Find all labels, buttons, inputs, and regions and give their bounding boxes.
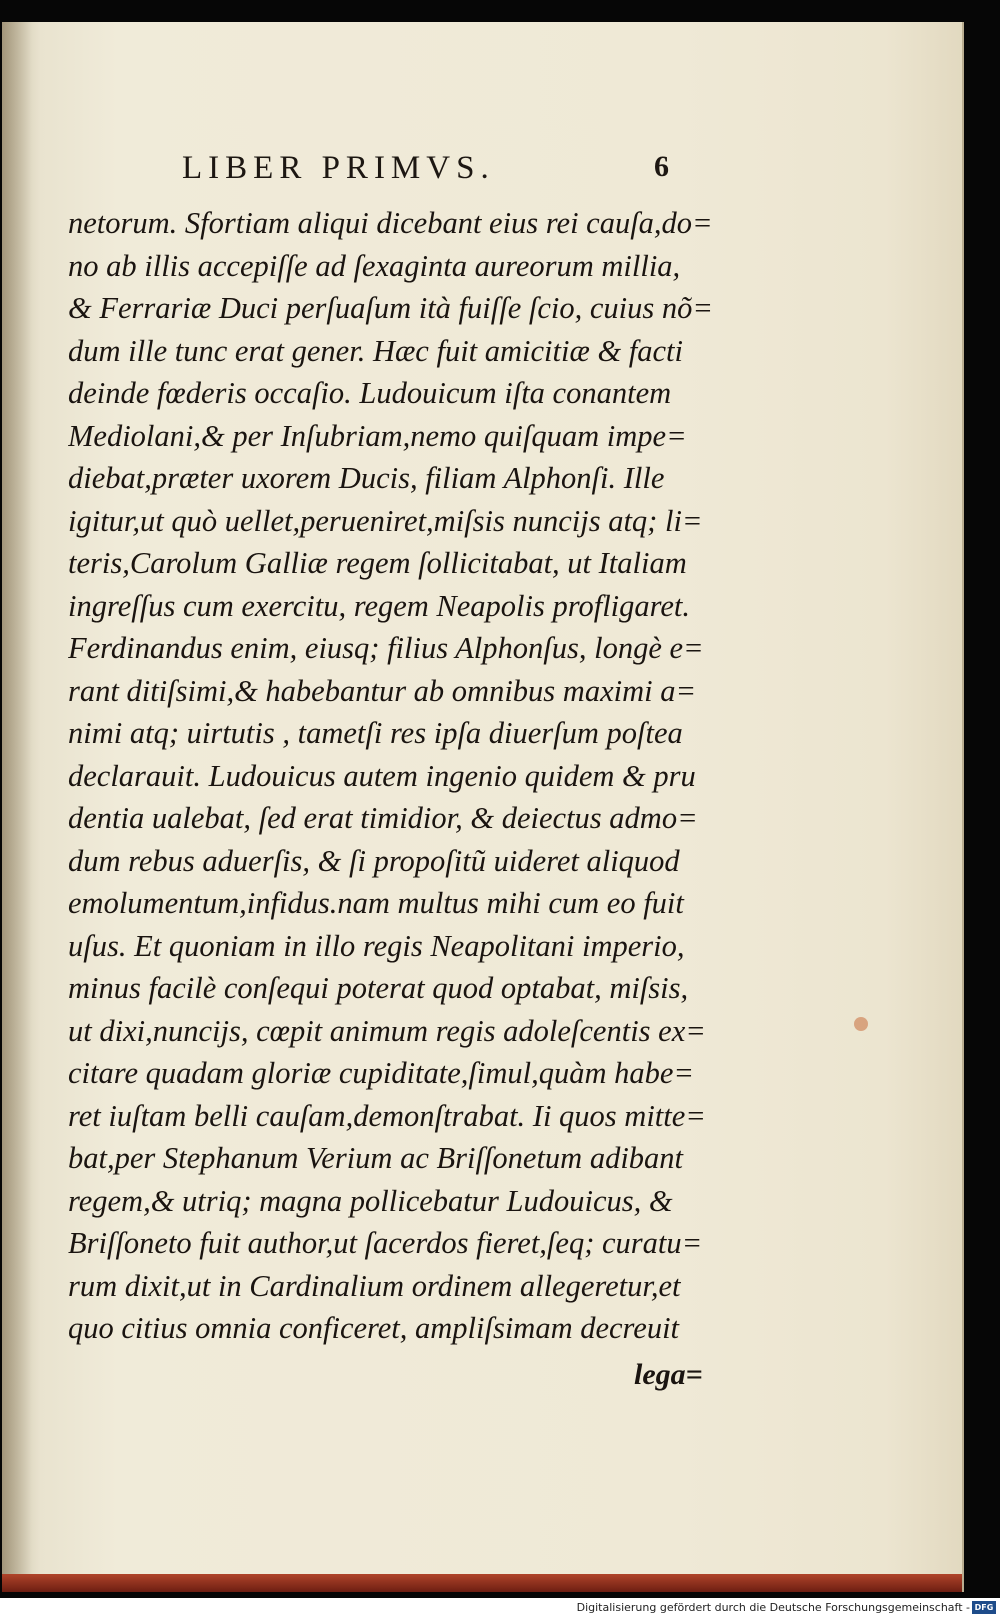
catchword: lega= [634, 1358, 703, 1391]
text-line: dum rebus aduerſis, & ſi propoſitũ uideret aliquod [68, 843, 680, 878]
text-line: bat,per Stephanum Verium ac Briſſonetum adibant [68, 1141, 684, 1175]
text-line: Ferdinandus enim, eiusq; filius Alphonſus, longè e= [68, 631, 704, 665]
text-line: uſus. Et quoniam in illo regis Neapolitani imperio, [68, 928, 685, 963]
text-line: diebat,præter uxorem Ducis, filiam Alphonſi. Ille [68, 461, 665, 495]
running-head: LIBER PRIMVS. [182, 150, 495, 186]
text-line: dentia ualebat, ſed erat timidior, & deiectus admo= [68, 801, 698, 835]
text-line: dum ille tunc erat gener. Hæc fuit amicitiæ & facti [68, 333, 684, 368]
text-line: citare quadam gloriæ cupiditate,ſimul,quàm habe= [68, 1056, 695, 1090]
body-text [68, 202, 748, 1350]
text-line: emolumentum,infidus.nam multus mihi cum eo fuit [68, 886, 684, 920]
text-line: quo citius omnia conficeret, ampliſsimam decreuit [68, 1311, 680, 1345]
text-line: netorum. Sfortiam aliqui dicebant eius rei cauſa,do= [68, 206, 713, 240]
page-header [2, 150, 962, 190]
text-line: ingreſſus cum exercitu, regem Neapolis profligaret. [68, 588, 691, 623]
text-line: nimi atq; uirtutis , tametſi res ipſa diuerſum poſtea [68, 716, 683, 750]
digitization-footer [0, 1598, 1000, 1619]
page-edge [2, 1574, 962, 1592]
text-line: teris,Carolum Galliæ regem ſollicitabat, ut Italiam [68, 546, 687, 580]
paper-stain [854, 1017, 868, 1031]
folio-number: 6 [654, 150, 669, 183]
text-line: igitur,ut quò uellet,perueniret,miſsis nuncijs atq; li= [68, 503, 703, 538]
text-line: regem,& utriq; magna pollicebatur Ludouicus, & [68, 1183, 673, 1218]
text-line: ret iuſtam belli cauſam,demonſtrabat. Ii quos mitte= [68, 1098, 706, 1133]
dfg-logo-icon: DFG [972, 1601, 996, 1614]
text-line: minus facilè conſequi poterat quod optabat, miſsis, [68, 971, 689, 1005]
gutter-shadow [2, 22, 32, 1592]
text-line: Briſſoneto fuit author,ut ſacerdos fieret,ſeq; curatu= [68, 1226, 703, 1260]
text-line: Mediolani,& per Inſubriam,nemo quiſquam impe= [68, 418, 687, 453]
text-line: declarauit. Ludouicus autem ingenio quidem & pru [68, 758, 696, 793]
text-line: ut dixi,nuncijs, cœpit animum regis adoleſcentis ex= [68, 1013, 706, 1048]
funding-credit: Digitalisierung gefördert durch die Deutsche Forschungsgemeinschaft - [576, 1601, 970, 1614]
text-line: rum dixit,ut in Cardinalium ordinem allegeretur,et [68, 1268, 681, 1303]
text-line: & Ferrariæ Duci perſuaſum ità fuiſſe ſcio, cuius nõ= [68, 291, 713, 325]
book-page [2, 22, 964, 1592]
text-line: rant ditiſsimi,& habebantur ab omnibus maximi a= [68, 673, 697, 708]
text-line: deinde fœderis occaſio. Ludouicum iſta conantem [68, 376, 672, 410]
text-line: no ab illis accepiſſe ad ſexaginta aureorum millia, [68, 248, 681, 283]
